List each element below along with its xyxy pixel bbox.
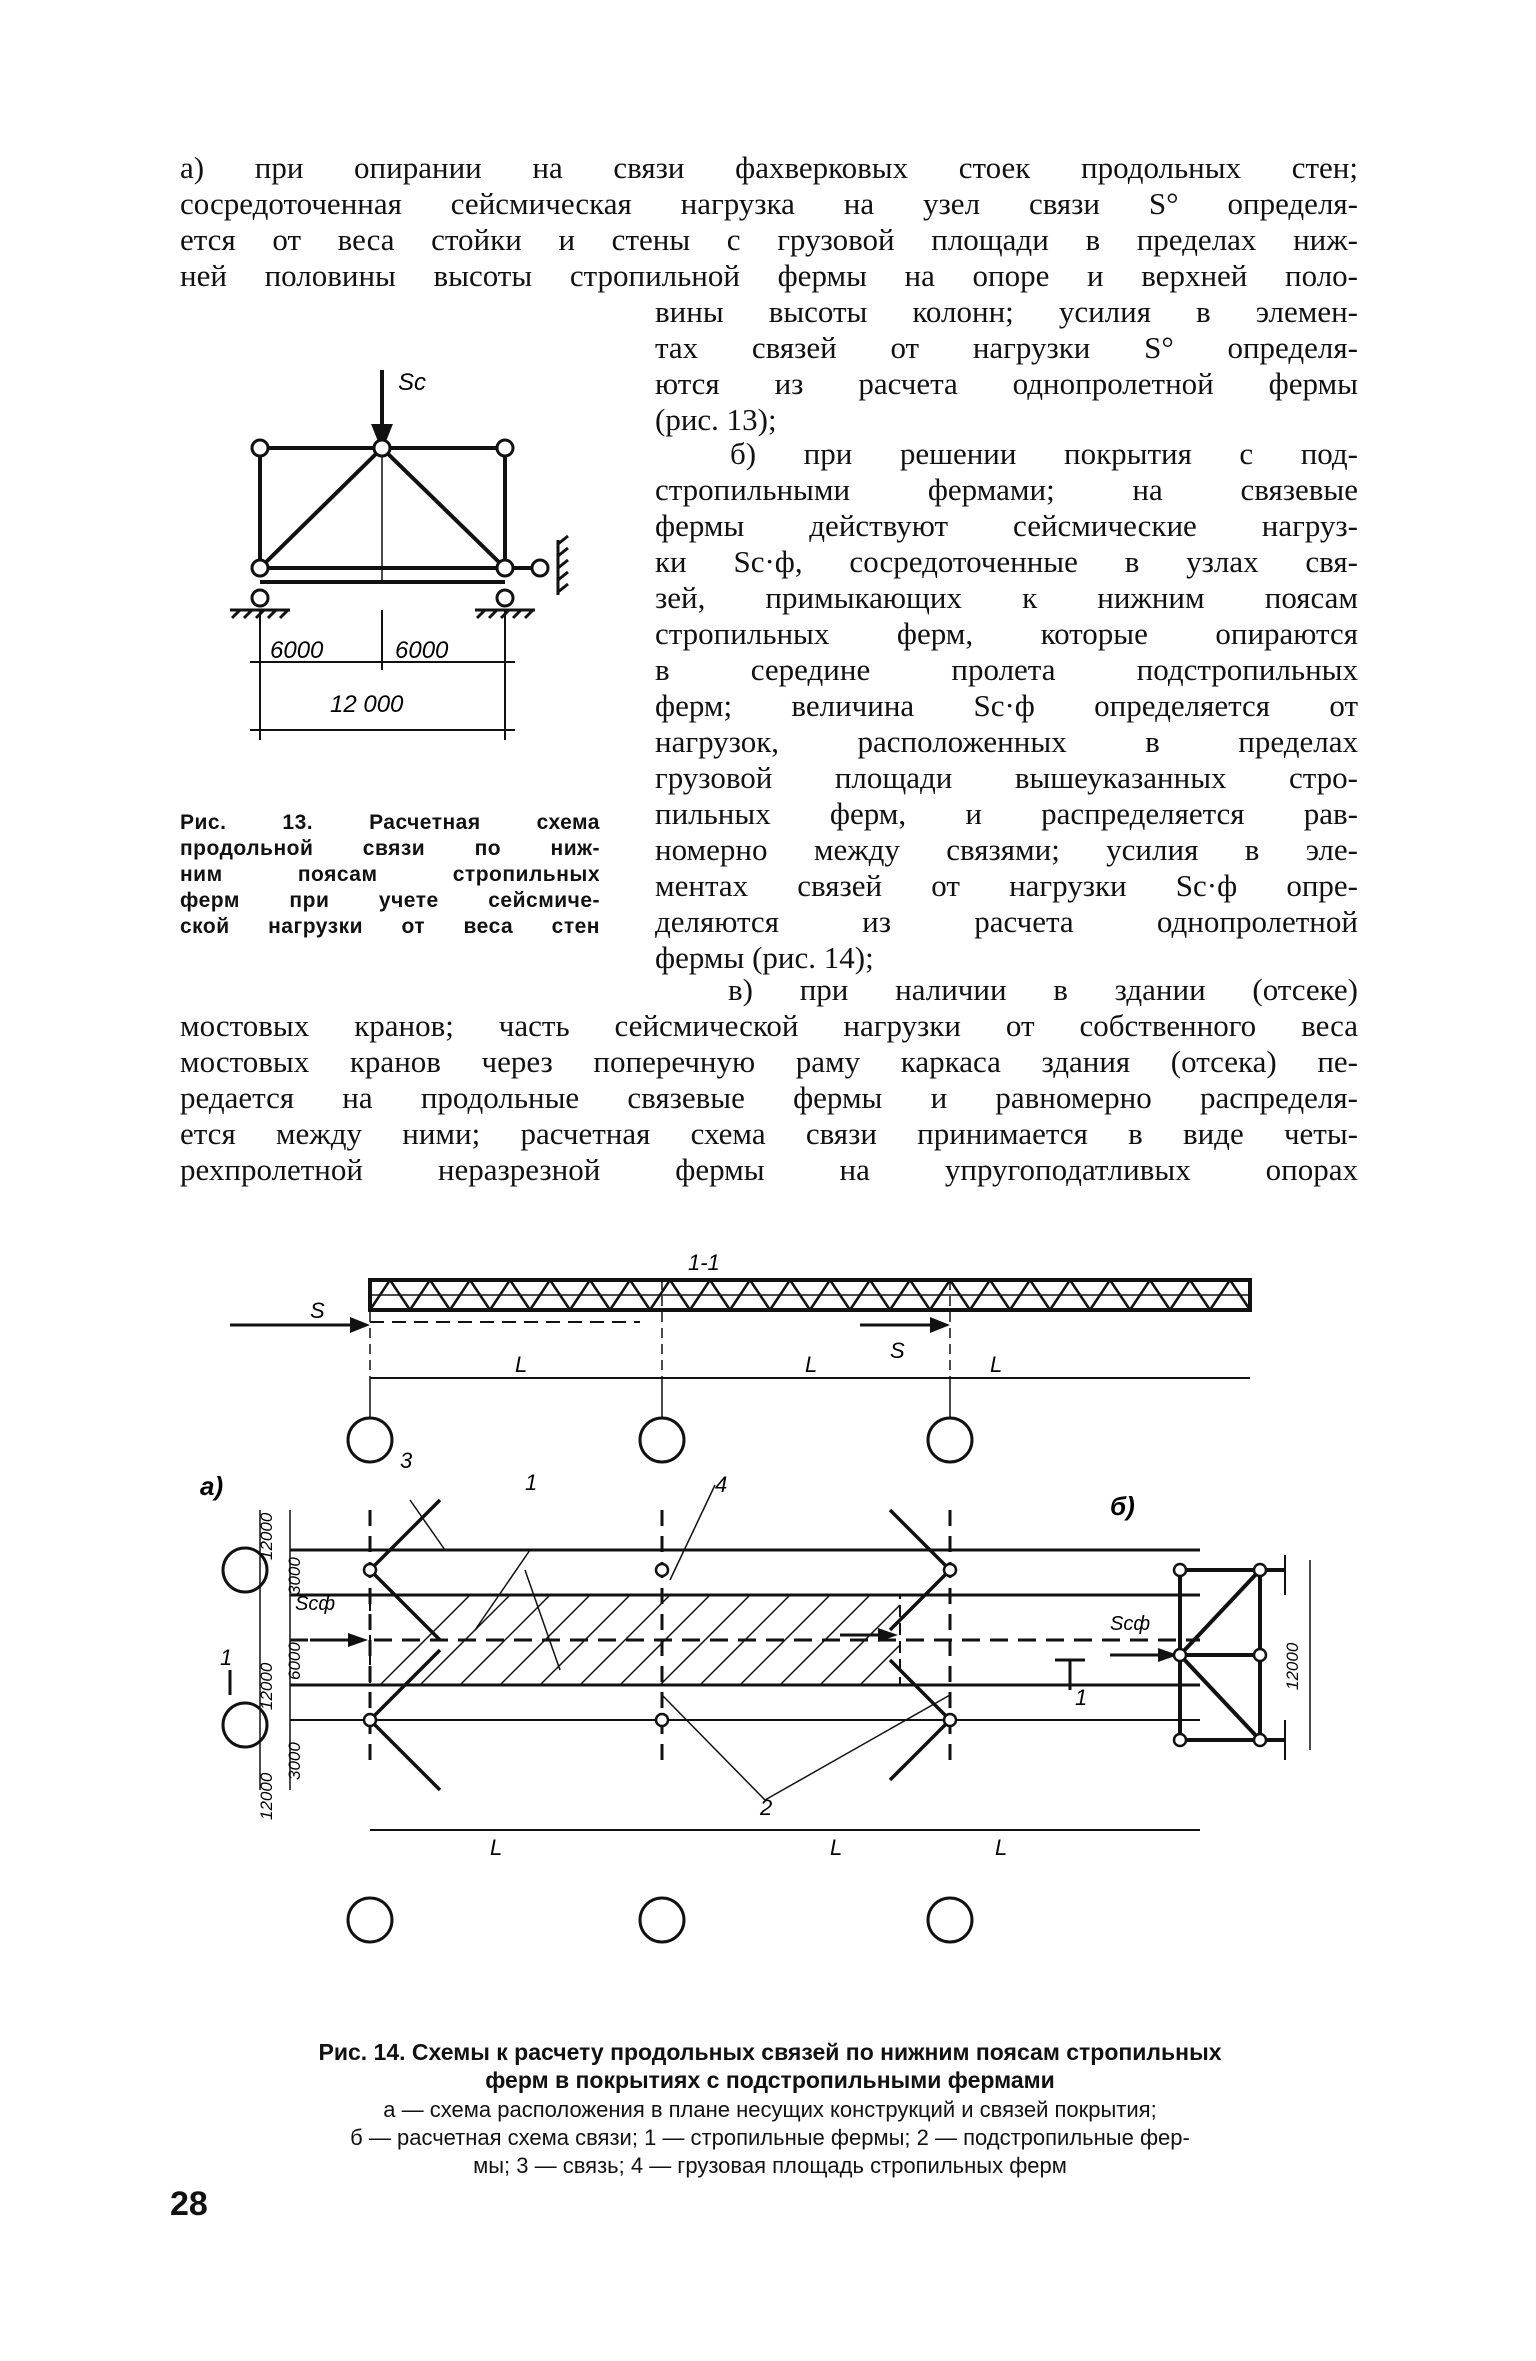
text-line: ется между ними; расчетная схема связи принимается в виде четы-	[180, 1116, 1358, 1151]
column-axis-circle	[348, 1418, 392, 1462]
callout-1: 1	[525, 1470, 538, 1495]
text-line: зей, примыкающих к нижним поясам	[655, 580, 1358, 615]
column-axis-circle	[348, 1898, 392, 1942]
paragraph-a-right	[655, 294, 1358, 438]
caption-line: мы; 3 — связь; 4 — грузовая площадь стропильных ферм	[473, 2153, 1067, 2178]
column-axis-circle	[928, 1898, 972, 1942]
callout-2: 2	[760, 1795, 773, 1820]
text-line: стропильными фермами; на связевые	[655, 472, 1358, 507]
text-line: ферм; величина Sс·ф определяется от	[655, 688, 1358, 723]
panel-a-label: а)	[200, 1471, 224, 1501]
support-node	[497, 590, 513, 606]
dim-right: 6000	[395, 637, 449, 664]
truss-node	[252, 440, 268, 456]
truss-diagonal-left	[260, 448, 382, 568]
column-axis-circle	[640, 1418, 684, 1462]
dim-12000: 12000	[257, 1772, 276, 1820]
text-line: нагрузок, расположенных в пределах	[655, 724, 1358, 759]
paragraph-b	[655, 436, 1358, 976]
text-line: в середине пролета подстропильных	[655, 652, 1358, 687]
caption-line: б — расчетная схема связи; 1 — стропильные фермы; 2 — подстропильные фер-	[350, 2125, 1190, 2150]
text-line: номерно между связями; усилия в эле-	[655, 832, 1358, 867]
load-label: Sсф	[1110, 1613, 1151, 1635]
load-label: Sсф	[295, 1593, 336, 1615]
l-label: L	[990, 1352, 1003, 1377]
truss-node	[252, 560, 268, 576]
caption-line: ферм в покрытиях с подстропильными фермами	[485, 2067, 1055, 2093]
text-line: ки Sс·ф, сосредоточенные в узлах свя-	[655, 544, 1358, 579]
l-label: L	[490, 1835, 503, 1860]
support-node	[252, 590, 268, 606]
text-line: ются из расчета однопролетной фермы	[655, 366, 1358, 401]
text-line: а) при опирании на связи фахверковых стоек продольных стен;	[180, 150, 1358, 185]
text-line: редается на продольные связевые фермы и равномерно распределя-	[180, 1080, 1358, 1115]
callout-4: 4	[715, 1472, 728, 1497]
text-line: фермы (рис. 14);	[655, 940, 874, 975]
text-line: ется от веса стойки и стены с грузовой площади в пределах ниж-	[180, 222, 1358, 257]
truss-diagonal-right	[382, 448, 505, 568]
caption-line: Рис. 13. Расчетная схема	[180, 811, 600, 834]
l-label: L	[995, 1835, 1008, 1860]
page-number: 28	[170, 2185, 208, 2223]
text-line: деляются из расчета однопролетной	[655, 904, 1358, 939]
dim-12000: 12000	[257, 1512, 276, 1560]
paragraph-a-full	[180, 150, 1358, 294]
load-label: Sc	[398, 369, 427, 396]
cut-label: 1	[220, 1645, 233, 1670]
text-line: б) при решении покрытия с под-	[730, 436, 1358, 471]
text-line: ней половины высоты стропильной фермы на опоре и верхней поло-	[180, 258, 1358, 293]
dim-6000: 6000	[285, 1642, 304, 1680]
text-line: (рис. 13);	[655, 402, 777, 437]
text-line: грузовой площади вышеуказанных стро-	[655, 760, 1358, 795]
cut-label: 1	[1075, 1685, 1088, 1710]
dim-total: 12 000	[330, 691, 404, 718]
callout-3: 3	[400, 1448, 413, 1473]
column-axis-circle	[928, 1418, 972, 1462]
caption-line: а — схема расположения в плане несущих конструкций и связей покрытия;	[383, 2097, 1157, 2122]
l-label: L	[515, 1352, 528, 1377]
figure-14-diagram	[200, 1250, 1360, 1950]
dim-left: 6000	[270, 637, 324, 664]
caption-line: Рис. 14. Схемы к расчету продольных связей по нижним поясам стропильных	[318, 2039, 1222, 2065]
text-line: ментах связей от нагрузки Sс·ф опре-	[655, 868, 1358, 903]
truss-node	[532, 560, 548, 576]
truss-node	[374, 440, 390, 456]
text-line: вины высоты колонн; усилия в элемен-	[655, 294, 1358, 329]
figure-14-legend	[175, 2096, 1365, 2180]
panel-b-label: б)	[1110, 1491, 1135, 1521]
text-line: фермы действуют сейсмические нагруз-	[655, 508, 1358, 543]
figure-13-caption	[180, 810, 600, 940]
l-label: L	[830, 1835, 843, 1860]
figure-13-diagram	[210, 360, 590, 760]
truss-node	[497, 560, 513, 576]
text-line: стропильных ферм, которые опираются	[655, 616, 1358, 651]
column-axis-circle	[640, 1898, 684, 1942]
dim-12000: 12000	[257, 1662, 276, 1710]
s-label: S	[310, 1298, 325, 1323]
caption-line: продольной связи по ниж-	[180, 837, 600, 860]
text-line: в) при наличии в здании (отсеке)	[728, 972, 1358, 1007]
text-line: рехпролетной неразрезной фермы на упругоподатливых опорах	[180, 1152, 1358, 1187]
text-line: сосредоточенная сейсмическая нагрузка на узел связи S° определя-	[180, 186, 1358, 221]
text-line: тах связей от нагрузки S° определя-	[655, 330, 1358, 365]
text-line: пильных ферм, и распределяется рав-	[655, 796, 1358, 831]
figure-14-title	[175, 2038, 1365, 2094]
l-label: L	[805, 1352, 818, 1377]
section-label: 1-1	[688, 1250, 720, 1275]
truss-node	[497, 440, 513, 456]
s-label: S	[890, 1338, 905, 1363]
text-line: мостовых кранов; часть сейсмической нагрузки от собственного веса	[180, 1008, 1358, 1043]
caption-line: ним поясам стропильных	[180, 863, 600, 886]
dim-12000: 12000	[1283, 1642, 1302, 1690]
caption-line: ской нагрузки от веса стен	[180, 915, 600, 938]
dim-3000: 3000	[285, 1742, 304, 1780]
paragraph-c	[180, 1008, 1358, 1188]
dim-3000: 3000	[285, 1557, 304, 1595]
caption-line: ферм при учете сейсмиче-	[180, 889, 600, 912]
text-line: мостовых кранов через поперечную раму каркаса здания (отсека) пе-	[180, 1044, 1358, 1079]
paragraph-c-first	[728, 972, 1358, 1008]
